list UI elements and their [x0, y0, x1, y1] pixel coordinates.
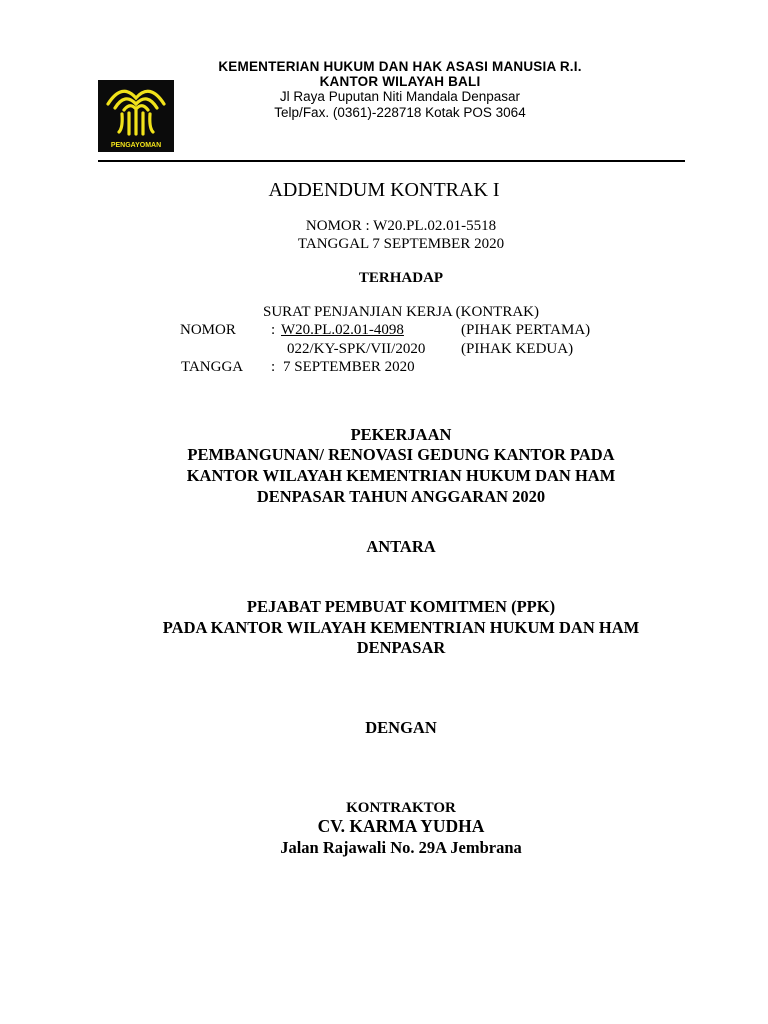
- nomor-first-party-row: [281, 322, 616, 339]
- nomor-label: NOMOR: [180, 322, 236, 338]
- nomor-value-2: 022/KY-SPK/VII/2020: [287, 341, 426, 357]
- ministry-name: KEMENTERIAN HUKUM DAN HAK ASASI MANUSIA R.I.: [218, 59, 582, 74]
- pekerjaan-line: PEMBANGUNAN/ RENOVASI GEDUNG KANTOR PADA: [187, 445, 615, 464]
- letterhead-divider: [98, 160, 685, 162]
- tanggal-value: 7 SEPTEMBER 2020: [283, 359, 415, 375]
- pekerjaan-heading: PEKERJAAN: [350, 425, 452, 444]
- office-name: KANTOR WILAYAH BALI: [319, 74, 481, 89]
- antara-heading: ANTARA: [366, 537, 436, 556]
- document-date: TANGGAL 7 SEPTEMBER 2020: [297, 236, 505, 252]
- kontraktor-heading: KONTRAKTOR: [346, 800, 456, 816]
- tanggal-colon: :: [271, 359, 276, 375]
- party-second-label: (PIHAK KEDUA): [461, 341, 574, 357]
- pekerjaan-line: KANTOR WILAYAH KEMENTRIAN HUKUM DAN HAM: [186, 466, 616, 485]
- document-title: ADDENDUM KONTRAK I: [268, 179, 500, 201]
- ppk-line: DENPASAR: [356, 638, 446, 657]
- office-address: Jl Raya Puputan Niti Mandala Denpasar: [279, 89, 521, 104]
- office-contact: Telp/Fax. (0361)-228718 Kotak POS 3064: [274, 105, 526, 120]
- contract-reference: SURAT PENJANJIAN KERJA (KONTRAK): [263, 304, 539, 320]
- pekerjaan-line: DENPASAR TAHUN ANGGARAN 2020: [256, 487, 546, 506]
- logo-caption: PENGAYOMAN: [110, 142, 162, 149]
- dengan-heading: DENGAN: [365, 718, 437, 737]
- contractor-address: Jalan Rajawali No. 29A Jembrana: [280, 838, 522, 857]
- terhadap-heading: TERHADAP: [358, 270, 444, 286]
- nomor-value-1: W20.PL.02.01-4098: [281, 322, 404, 338]
- nomor-colon: :: [271, 322, 276, 338]
- document-number: NOMOR : W20.PL.02.01-5518: [305, 218, 497, 234]
- tanggal-label: TANGGA: [181, 359, 244, 375]
- contractor-name: CV. KARMA YUDHA: [317, 816, 485, 836]
- party-first-label: (PIHAK PERTAMA): [461, 322, 591, 338]
- ppk-line: PEJABAT PEMBUAT KOMITMEN (PPK): [246, 597, 556, 616]
- ppk-line: PADA KANTOR WILAYAH KEMENTRIAN HUKUM DAN HAM: [162, 618, 640, 637]
